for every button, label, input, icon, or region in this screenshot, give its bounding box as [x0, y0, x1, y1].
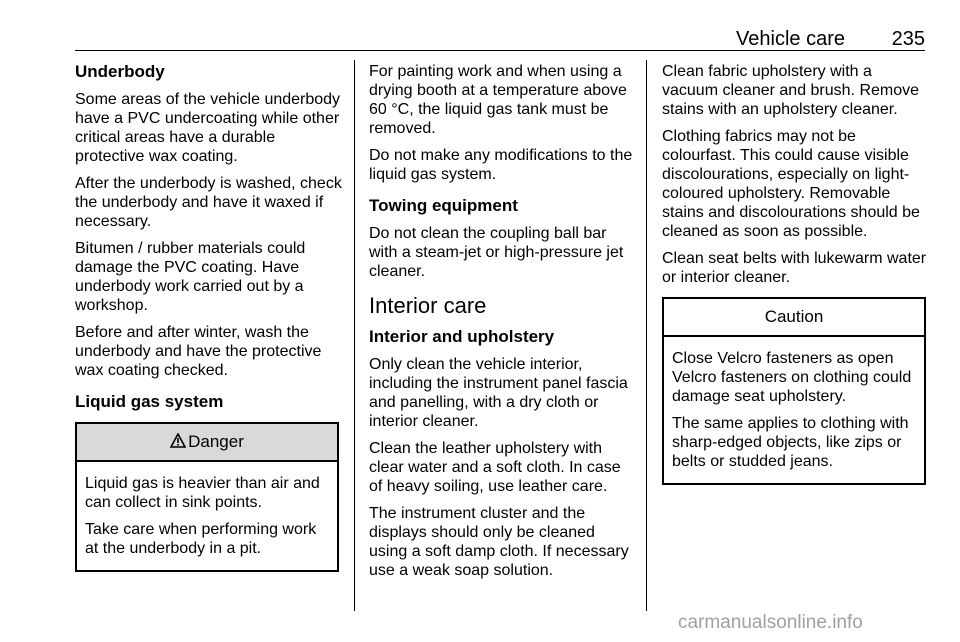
page-header: [75, 28, 925, 51]
danger-header: [77, 424, 337, 462]
paragraph: Do not make any modifications to the liquid gas system.: [369, 147, 633, 183]
caution-header: [664, 299, 924, 337]
paragraph: Clean seat belts with lukewarm water or interior cleaner.: [662, 250, 927, 286]
column-1: [75, 62, 343, 572]
paragraph: Before and after winter, wash the underbody and have the protective wax coating checked.: [75, 324, 322, 379]
paragraph: After the underbody is washed, check the underbody and have it waxed if necessary.: [75, 175, 342, 230]
caution-body: [664, 337, 924, 483]
paragraph: Clean fabric upholstery with a vacuum cleaner and brush. Remove stains with an upholstery cleaner.: [662, 63, 920, 118]
watermark: carmanualsonline.info: [678, 612, 863, 633]
section-title: Vehicle care: [736, 28, 845, 50]
paragraph: Only clean the vehicle interior, including the instrument panel fascia and panelling, with a dry cloth or interior cleaner.: [369, 356, 628, 430]
danger-box: [75, 422, 339, 572]
page-number: 235: [891, 28, 925, 50]
danger-text: Take care when performing work at the underbody in a pit.: [85, 521, 317, 557]
caution-title: Caution: [764, 307, 824, 326]
upholstery-heading: Interior and upholstery: [369, 327, 555, 346]
interior-care-heading: Interior care: [369, 293, 487, 318]
column-3: [662, 62, 928, 485]
paragraph: For painting work and when using a drying booth at a temperature above 60 °C, the liquid gas tank must be removed.: [369, 63, 627, 137]
liquid-gas-heading: Liquid gas system: [75, 392, 224, 411]
caution-text: The same applies to clothing with sharp-edged objects, like zips or belts or studded jeans.: [672, 415, 909, 470]
caution-box: [662, 297, 926, 485]
paragraph: Clean the leather upholstery with clear water and a soft cloth. In case of heavy soiling, use leather care.: [369, 440, 621, 495]
paragraph: Bitumen / rubber materials could damage the PVC coating. Have underbody work carried out by a workshop.: [75, 240, 306, 314]
paragraph: Do not clean the coupling ball bar with a steam-jet or high-pressure jet cleaner.: [369, 225, 624, 280]
paragraph: The instrument cluster and the displays should only be cleaned using a soft damp cloth. If necessary use a weak soap solution.: [369, 505, 629, 579]
column-divider-1: [354, 60, 355, 611]
caution-text: Close Velcro fasteners as open Velcro fasteners on clothing could damage seat upholstery.: [672, 350, 912, 405]
danger-text: Liquid gas is heavier than air and can collect in sink points.: [85, 475, 320, 511]
underbody-heading: Underbody: [75, 62, 165, 81]
column-divider-2: [646, 60, 647, 611]
danger-title: Danger: [188, 432, 244, 451]
danger-body: [77, 462, 337, 570]
paragraph: Clothing fabrics may not be colourfast. This could cause visible discolourations, especially on light-coloured upholstery. Removable stains and discolourations should be cleaned as soon as possible.: [662, 128, 920, 240]
column-2: [369, 62, 635, 588]
warning-triangle-icon: [170, 433, 186, 448]
towing-heading: Towing equipment: [369, 196, 518, 215]
paragraph: Some areas of the vehicle underbody have a PVC undercoating while other critical areas have a durable protective wax coating.: [75, 91, 341, 165]
